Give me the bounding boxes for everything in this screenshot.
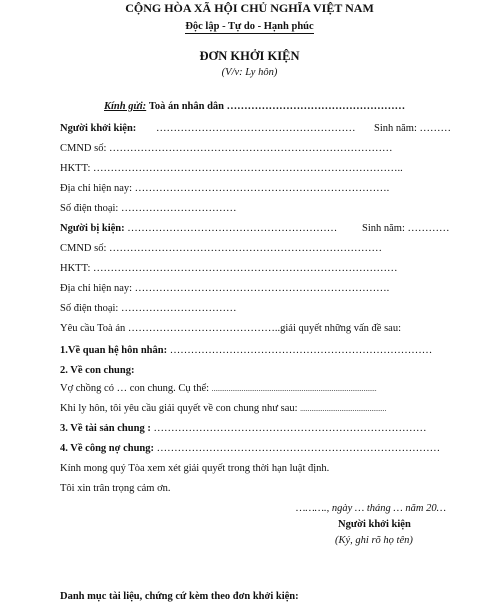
attachments-label: Danh mục tài liệu, chứng cứ kèm theo đơn khởi kiện: xyxy=(60,591,299,602)
marriage-label: 1.Về quan hệ hôn nhân: xyxy=(60,345,168,356)
defendant-birth-year: Sinh năm: ………… xyxy=(362,223,450,234)
property-section xyxy=(60,422,426,435)
defendant-label: Người bị kiện: xyxy=(60,223,125,234)
marriage-section xyxy=(60,344,432,357)
property-label: 3. Về tài sản chung : xyxy=(60,423,151,434)
recipient-line xyxy=(104,100,405,113)
slogan-text: Độc lập - Tự do - Hạnh phúc xyxy=(185,21,314,32)
closing-request: Kính mong quý Tòa xem xét giải quyết trong thời hạn luật định. xyxy=(60,463,330,474)
debt-dots: ……………………………………………………………………… xyxy=(156,443,441,454)
document-subject: (V/v: Ly hôn) xyxy=(221,67,278,78)
national-motto: CỘNG HÒA XÃ HỘI CHỦ NGHĨA VIỆT NAM xyxy=(125,1,374,15)
defendant-phone: Số điện thoại: …………………………… xyxy=(60,303,237,314)
defendant-id-card: CMND số: …………………………………………………………………… xyxy=(60,243,383,254)
defendant-name-dots: …………………………………………………… xyxy=(127,223,338,234)
debt-section xyxy=(60,442,440,455)
document-title: ĐƠN KHỞI KIỆN xyxy=(199,49,300,63)
plaintiff-label: Người khởi kiện: xyxy=(60,123,137,134)
signature-instruction: (Ký, ghi rõ họ tên) xyxy=(335,535,413,546)
signature-role: Người khởi kiện xyxy=(338,519,411,530)
children-line-2-text: Khi ly hôn, tôi yêu cầu giải quyết về con chung như sau: xyxy=(60,403,298,414)
children-line-1-text: Vợ chồng có … con chung. Cụ thể: xyxy=(60,383,210,394)
plaintiff-phone: Số điện thoại: …………………………… xyxy=(60,203,237,214)
plaintiff-id-card: CMND số: ……………………………………………………………………… xyxy=(60,143,393,154)
children-label: 2. Về con chung: xyxy=(60,365,135,376)
children-line-1-dots: ........................................................................................ xyxy=(211,384,377,393)
defendant-residence: HKTT: …………………………………………………………………………… xyxy=(60,263,398,274)
children-line-1 xyxy=(60,382,377,395)
recipient-value: Toà án nhân dân …………………………………………… xyxy=(148,101,406,112)
plaintiff-address: Địa chỉ hiện nay: ………………………………………………………………. xyxy=(60,183,390,194)
marriage-dots: ………………………………………………………………… xyxy=(169,345,433,356)
debt-label: 4. Về công nợ chung: xyxy=(60,443,155,454)
recipient-label: Kính gửi: xyxy=(104,101,147,112)
property-dots: …………………………………………………………………… xyxy=(153,423,427,434)
closing-thanks: Tôi xin trân trọng cảm ơn. xyxy=(60,483,171,494)
plaintiff-residence: HKTT: …………………………………………………………………………….. xyxy=(60,163,403,174)
defendant-name-line xyxy=(60,222,337,235)
children-line-2-dots: .............................................. xyxy=(300,404,387,413)
plaintiff-name-dots: ………………………………………………… xyxy=(156,123,356,134)
request-line: Yêu cầu Toà án ……………………………………..giải quyết những vấn đề sau: xyxy=(60,323,401,334)
slogan xyxy=(0,20,499,33)
children-line-2 xyxy=(60,402,386,415)
plaintiff-name-line xyxy=(60,122,136,135)
plaintiff-birth-year: Sinh năm: ……… xyxy=(374,123,452,134)
signature-date: ………., ngày … tháng … năm 20… xyxy=(296,503,446,514)
defendant-address: Địa chỉ hiện nay: ………………………………………………………………. xyxy=(60,283,390,294)
